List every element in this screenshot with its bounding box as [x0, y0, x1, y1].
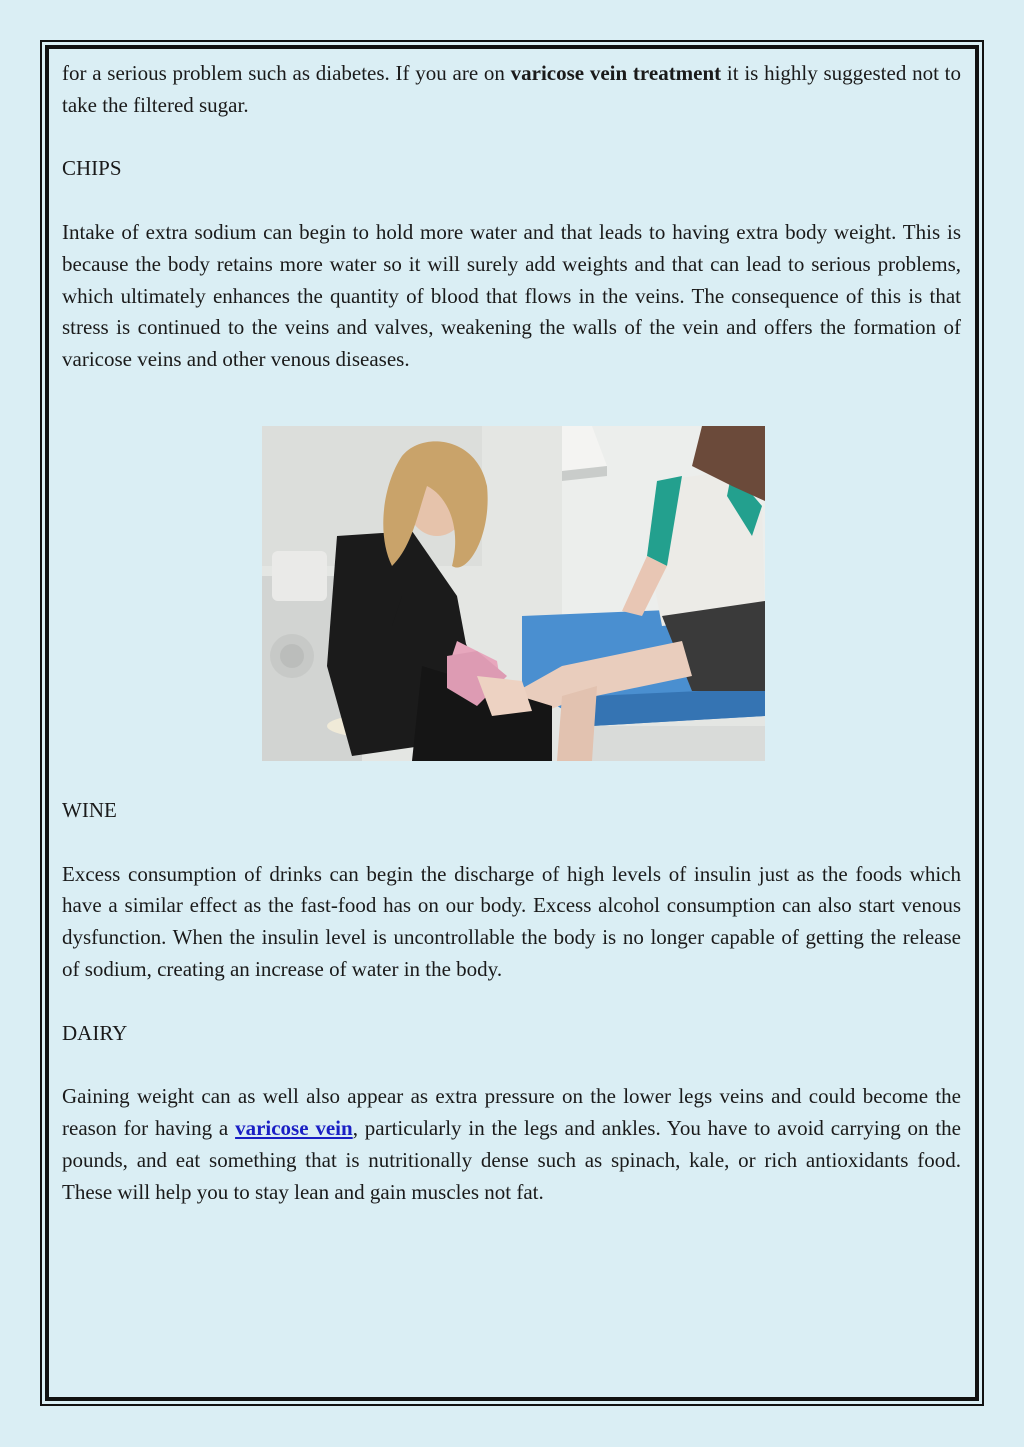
section-body-dairy [62, 1081, 961, 1208]
intro-bold-text: varicose vein treatment [510, 61, 722, 85]
section-body-chips: Intake of extra sodium can begin to hold more water and that leads to having extra body weight. This is because the body retains more water so it will surely add weights and that can lead to serious problems, which ultimately enhances the quantity of blood that flows in the veins. The consequence of this is that stress is continued to the veins and valves, weakening the walls of the vein and offers the formation of varicose veins and other venous diseases. [62, 219, 961, 372]
dairy-text-before: Gaining weight can as well also appear as extra pressure on the lower legs veins and could become the reason for having a [62, 1084, 961, 1140]
section-heading-wine: WINE [62, 797, 117, 822]
clinic-photo [262, 426, 765, 761]
intro-text-after: it is highly suggested not to take the filtered sugar. [62, 61, 961, 117]
document-content [62, 58, 961, 1208]
section-heading-chips: CHIPS [62, 156, 122, 181]
section-heading-dairy: DAIRY [62, 1020, 128, 1045]
intro-text-before: for a serious problem such as diabetes. If you are on [62, 61, 511, 85]
varicose-vein-link[interactable]: varicose vein [235, 1115, 353, 1140]
intro-paragraph [62, 58, 961, 122]
dairy-text-after: , particularly in the legs and ankles. You have to avoid carrying on the pounds, and eat something that is nutritionally dense such as spinach, kale, or rich antioxidants food. These will help you to stay lean and gain muscles not fat. [62, 1115, 961, 1204]
section-body-wine: Excess consumption of drinks can begin the discharge of high levels of insulin just as the foods which have a similar effect as the fast-food has on our body. Excess alcohol consumption can also start venous dysfunction. When the insulin level is uncontrollable the body is no longer capable of getting the release of sodium, creating an increase of water in the body. [62, 861, 961, 981]
